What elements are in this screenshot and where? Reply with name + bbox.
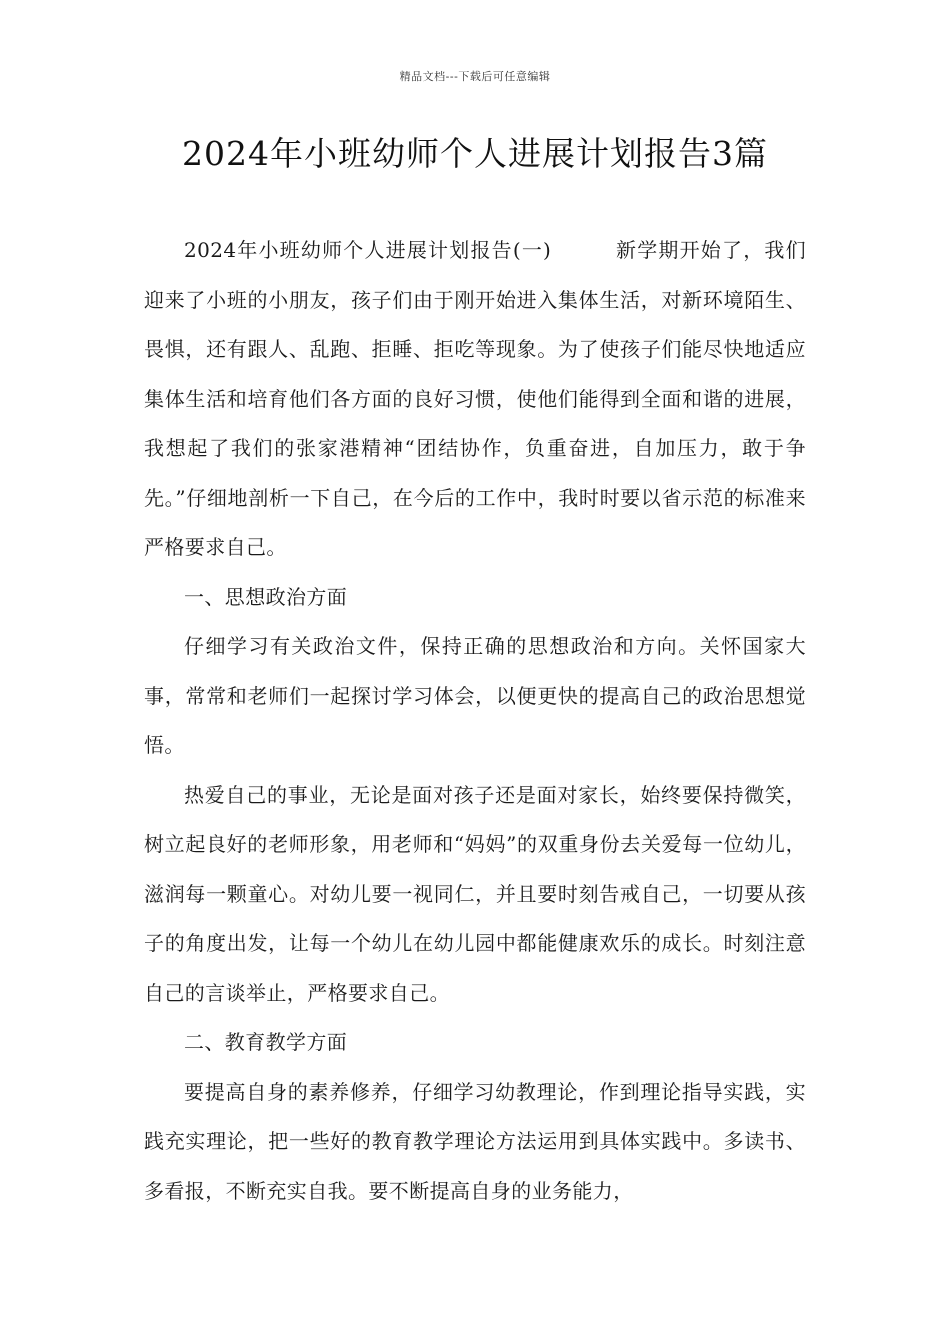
intro-text: 新学期开始了，我们迎来了小班的小朋友，孩子们由于刚开始进入集体生活，对新环境陌生、畏惧，还有跟人、乱跑、拒睡、拒吃等现象。为了使孩子们能尽快地适应集体生活和培育他们各方面的良好习惯，使他们能得到全面和谐的进展，我想起了我们的张家港精神“团结协作，负重奋进，自加压力，敢于争先。”仔细地剖析一下自己，在今后的工作中，我时时要以省示范的标准来严格要求自己。 bbox=[144, 238, 806, 559]
section1-paragraph-1: 仔细学习有关政治文件，保持正确的思想政治和方向。关怀国家大事，常常和老师们一起探讨学习体会，以便更快的提高自己的政治思想觉悟。 bbox=[144, 634, 806, 757]
intro-paragraph bbox=[144, 226, 806, 573]
section1-paragraph-2: 热爱自己的事业，无论是面对孩子还是面对家长，始终要保持微笑，树立起良好的老师形象，用老师和“妈妈”的双重身份去关爱每一位幼儿，滋润每一颗童心。对幼儿要一视同仁，并且要时刻告戒自己，一切要从孩子的角度出发，让每一个幼儿在幼儿园中都能健康欢乐的成长。时刻注意自己的言谈举止，严格要求自己。 bbox=[144, 782, 806, 1005]
intro-heading: 2024年小班幼师个人进展计划报告(一) bbox=[184, 238, 552, 262]
document-title: 2024年小班幼师个人进展计划报告3篇 bbox=[182, 134, 768, 173]
header-note: 精品文档---下载后可任意编辑 bbox=[399, 70, 551, 83]
document-body bbox=[144, 226, 806, 1216]
section2-heading: 二、教育教学方面 bbox=[184, 1030, 348, 1054]
section1-heading: 一、思想政治方面 bbox=[184, 584, 348, 609]
section2-paragraph-1: 要提高自身的素养修养，仔细学习幼教理论，作到理论指导实践，实践充实理论，把一些好的教育教学理论方法运用到具体实践中。多读书、多看报，不断充实自我。要不断提高自身的业务能力， bbox=[144, 1079, 806, 1203]
